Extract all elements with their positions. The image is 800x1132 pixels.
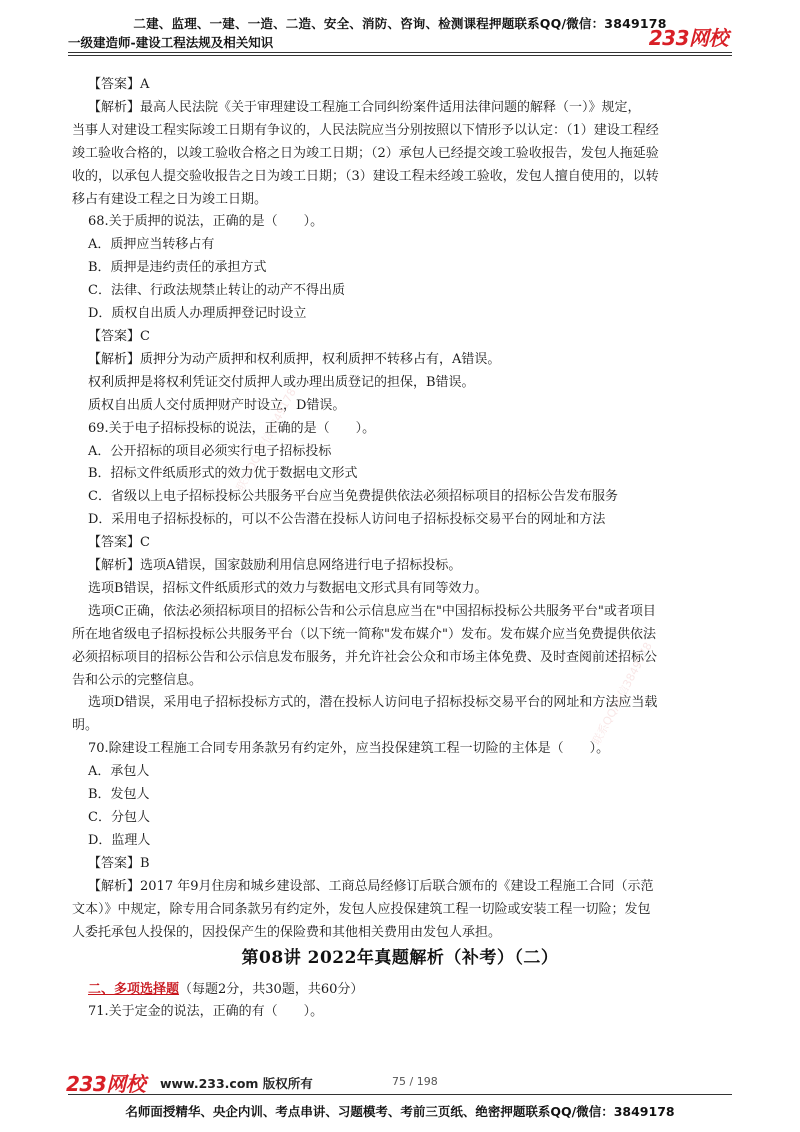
body-line: 69.关于电子招标投标的说法，正确的是（ ）。 (88, 420, 376, 436)
body-line: 【答案】C (88, 535, 150, 551)
header-divider-thin (68, 55, 732, 56)
body-line: 告和公示的完整信息。 (72, 672, 203, 688)
section-heading (88, 979, 363, 1001)
header-subtitle: 一级建造师-建设工程法规及相关知识 (68, 35, 274, 50)
body-line: D．质权自出质人办理质押登记时设立 (88, 306, 307, 322)
section-note: （每题2分，共30题，共60分） (179, 982, 364, 997)
section-label: 二、多项选择题 (88, 982, 180, 997)
body-line: 选项B错误，招标文件纸质形式的效力与数据电文形式具有同等效力。 (88, 580, 488, 596)
body-line: B．招标文件纸质形式的效力优于数据电文形式 (88, 466, 358, 482)
body-line: 【解析】质押分为动产质押和权利质押，权利质押不转移占有，A错误。 (88, 351, 501, 367)
body-line: D．采用电子招标投标的，可以不公告潜在投标人访问电子招标投标交易平台的网址和方法 (88, 512, 606, 528)
body-line: 选项D错误，采用电子招标投标方式的，潜在投标人访问电子招标投标交易平台的网址和方法应当载 (88, 695, 658, 711)
body-line: A．质押应当转移占有 (88, 237, 215, 253)
body-line: 【答案】A (88, 77, 150, 92)
body-line: 人委托承包人投保的，因投保产生的保险费和其他相关费用由发包人承担。 (72, 924, 502, 940)
body-line: 必须招标项目的招标公告和公示信息发布服务，并允许社会公众和市场主体免费、及时查阅前述招标公 (72, 649, 658, 665)
body-line: 【解析】最高人民法院《关于审理建设工程施工合同纠纷案件适用法律问题的解释（一）》规定， (88, 99, 641, 115)
footer-site: www.233.com 版权所有 (160, 1076, 313, 1091)
body-line: 收的，以承包人提交验收报告之日为竣工日期；（3）建设工程未经竣工验收，发包人擅自使用的，以转 (72, 168, 659, 184)
header-divider (68, 52, 732, 53)
body-line: C．分包人 (88, 810, 150, 825)
body-line: 文本）》中规定，除专用合同条款另有约定外，发包人应投保建筑工程一切险或安装工程一切险；发包 (72, 901, 651, 917)
body-line: 质权自出质人交付质押财产时设立，D错误。 (88, 397, 346, 413)
body-line: 【答案】C (88, 328, 150, 344)
document-body (72, 74, 744, 944)
body-line: 明。 (72, 718, 99, 734)
brand-logo-top: 233网校 (648, 26, 728, 50)
body-line: 竣工验收合格的，以竣工验收合格之日为竣工日期；（2）承包人已经提交竣工验收报告，发包人拖延验 (72, 145, 659, 161)
body-line: 所在地省级电子招标投标公共服务平台（以下统一简称"发布媒介"）发布。发布媒介应当免费提供依法 (72, 626, 656, 642)
body-line: 移占有建设工程之日为竣工日期。 (72, 191, 268, 207)
brand-logo-bottom: 233网校 (66, 1072, 146, 1096)
page-number: 75 / 198 (392, 1075, 438, 1088)
body-line: A．承包人 (88, 764, 150, 780)
header-top-line: 二建、监理、一建、一造、二造、安全、消防、咨询、检测课程押题联系QQ/微信：3849178 (133, 16, 667, 31)
body-line: 当事人对建设工程实际竣工日期有争议的，人民法院应当分别按照以下情形予以认定：（1）建设工程经 (72, 122, 659, 138)
body-line: 68.关于质押的说法，正确的是（ ）。 (88, 214, 324, 230)
footer-bottom-line: 名师面授精华、央企内训、考点串讲、习题模考、考前三页纸、绝密押题联系QQ/微信：3849178 (125, 1104, 675, 1119)
watermark: 联系QQ/微信3849178 (233, 386, 299, 494)
body-line: 选项C正确，依法必须招标项目的招标公告和公示信息应当在"中国招标投标公共服务平台"或者项目 (88, 603, 656, 619)
body-line: 【答案】B (88, 855, 150, 871)
watermark: 联系QQ/微信3849178 (589, 640, 655, 748)
body-line: 权利质押是将权利凭证交付质押人或办理出质登记的担保，B错误。 (88, 374, 475, 390)
body-line: 70.除建设工程施工合同专用条款另有约定外，应当投保建筑工程一切险的主体是（ ）。 (88, 741, 610, 757)
question-71: 71.关于定金的说法，正确的有（ ）。 (88, 1004, 324, 1019)
lecture-title: 第08讲 2022年真题解析（补考）（二） (241, 948, 559, 968)
body-line: C．法律、行政法规禁止转让的动产不得出质 (88, 283, 345, 299)
body-line: B．发包人 (88, 787, 150, 803)
body-line: 【解析】选项A错误，国家鼓励利用信息网络进行电子招标投标。 (88, 558, 462, 574)
body-line: B．质押是违约责任的承担方式 (88, 260, 267, 276)
body-line: C．省级以上电子招标投标公共服务平台应当免费提供依法必须招标项目的招标公告发布服务 (88, 489, 618, 505)
footer-divider (68, 1094, 732, 1095)
body-line: D．监理人 (88, 832, 151, 848)
body-line: A．公开招标的项目必须实行电子招标投标 (88, 443, 332, 459)
body-line: 【解析】2017 年9月住房和城乡建设部、工商总局经修订后联合颁布的《建设工程施工合同（示范 (88, 878, 654, 894)
